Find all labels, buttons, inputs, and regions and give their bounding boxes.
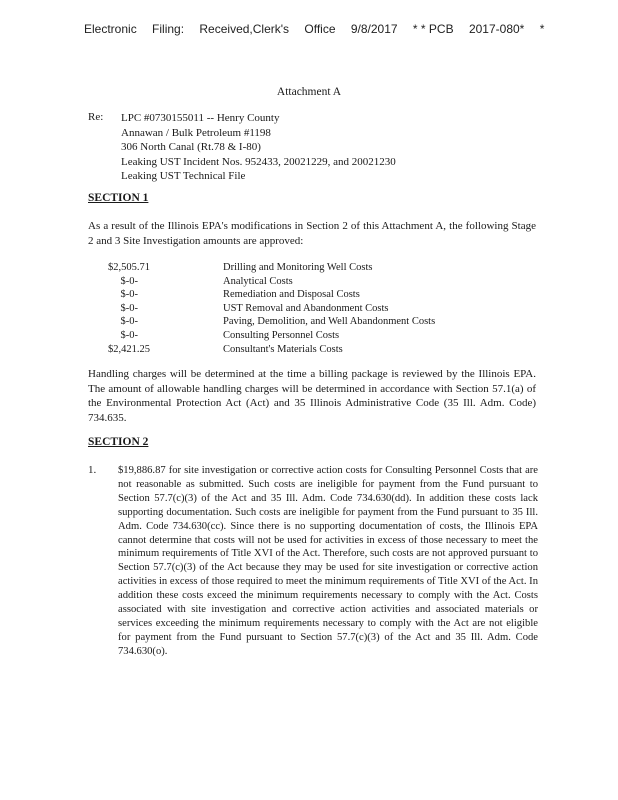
header-received: Received,Clerk's [199,22,290,36]
amount-value: $2,421.25 [108,343,150,355]
header-filing: Filing: [152,22,185,36]
section-1-heading: SECTION 1 [88,192,149,204]
item-number: 1. [88,464,97,476]
amount-value: $-0- [120,275,138,287]
re-line: Leaking UST Technical File [121,170,246,182]
amount-value: $2,505.71 [108,262,150,273]
section-2-heading: SECTION 2 [88,436,149,448]
amount-label: Analytical Costs [223,275,293,287]
amount-row [88,343,435,357]
amount-label: Paving, Demolition, and Well Abandonment Costs [223,316,436,328]
header-date: 9/8/2017 [350,22,398,36]
amount-value: $-0- [120,289,138,301]
amount-row [88,302,435,316]
handling-charges-paragraph: Handling charges will be determined at the time a billing package is reviewed by the Illinois EPA. The amount of allowable handling charges will be determined in accordance with Section 57.1(a) of the Environmental Protection Act (Act) and 35 Illinois Administrative Code (35 Ill. Adm. Code) 734.635. [88,368,536,424]
amount-label: Consultant's Materials Costs [223,343,343,355]
re-line: Leaking UST Incident Nos. 952433, 20021229, and 20021230 [121,155,396,168]
section-1-intro: As a result of the Illinois EPA's modifications in Section 2 of this Attachment A, the following Stage 2 and 3 Site Investigation amounts are approved: [88,220,536,247]
amount-row [88,315,435,329]
header-office: Office [304,22,336,36]
amount-value: $-0- [120,329,138,341]
amount-row [88,261,435,275]
amount-label: UST Removal and Abandonment Costs [223,302,389,314]
amount-label: Drilling and Monitoring Well Costs [223,262,373,273]
re-line: Annawan / Bulk Petroleum #1198 [121,126,271,139]
item-1-text: $19,886.87 for site investigation or corrective action costs for Consulting Personnel Costs that are not reasonable as submitted. Such costs are ineligible for payment from the Fund pursuant to Section 57.7(c)(3) of the Act and 35 Ill. Adm. Code 734.630(dd). In addition these costs lack supporting documentation. Such costs are ineligible for payment from the Fund pursuant to 35 Ill. Adm. Code 734.630(cc). Since there is no supporting documentation of costs, the Illinois EPA cannot determine that costs will not be used for activities in excess of those necessary to meet the minimum requirements of Title XVI of the Act. Therefore, such costs are not approved pursuant to Section 57.7(c)(3) of the Act because they may be used for site investigation or corrective action activities in excess of those required to meet the minimum requirements of Title XVI of the Act. In addition these costs exceed the minimum requirements necessary to comply with the Act. Costs associated with site investigation and corrective action activities and associated materials or services exceeding the minimum requirements necessary to comply with the Act are not eligible for payment from the Fund pursuant to Section 57.7(c)(3) of the Act and 35 Ill. Adm. Code 734.630(o). [118,465,538,657]
header-electronic: Electronic [84,22,137,36]
amount-row [88,329,435,343]
amount-value: $-0- [120,316,138,328]
attachment-title: Attachment A [276,86,342,98]
amount-label: Consulting Personnel Costs [223,329,340,341]
re-line: 306 North Canal (Rt.78 & I-80) [121,141,261,153]
filing-stamp-header [84,22,594,36]
header-end-star: * [539,22,545,36]
re-line: LPC #0730155011 -- Henry County [121,112,280,124]
re-block [121,111,396,184]
re-label: Re: [88,111,104,123]
header-docket: 2017-080* [468,22,525,36]
amount-row [88,288,435,302]
amount-value: $-0- [120,302,138,314]
approved-amounts-list [88,261,435,356]
header-pcb: * * PCB [412,22,454,36]
amount-label: Remediation and Disposal Costs [223,289,360,301]
amount-row [88,275,435,289]
